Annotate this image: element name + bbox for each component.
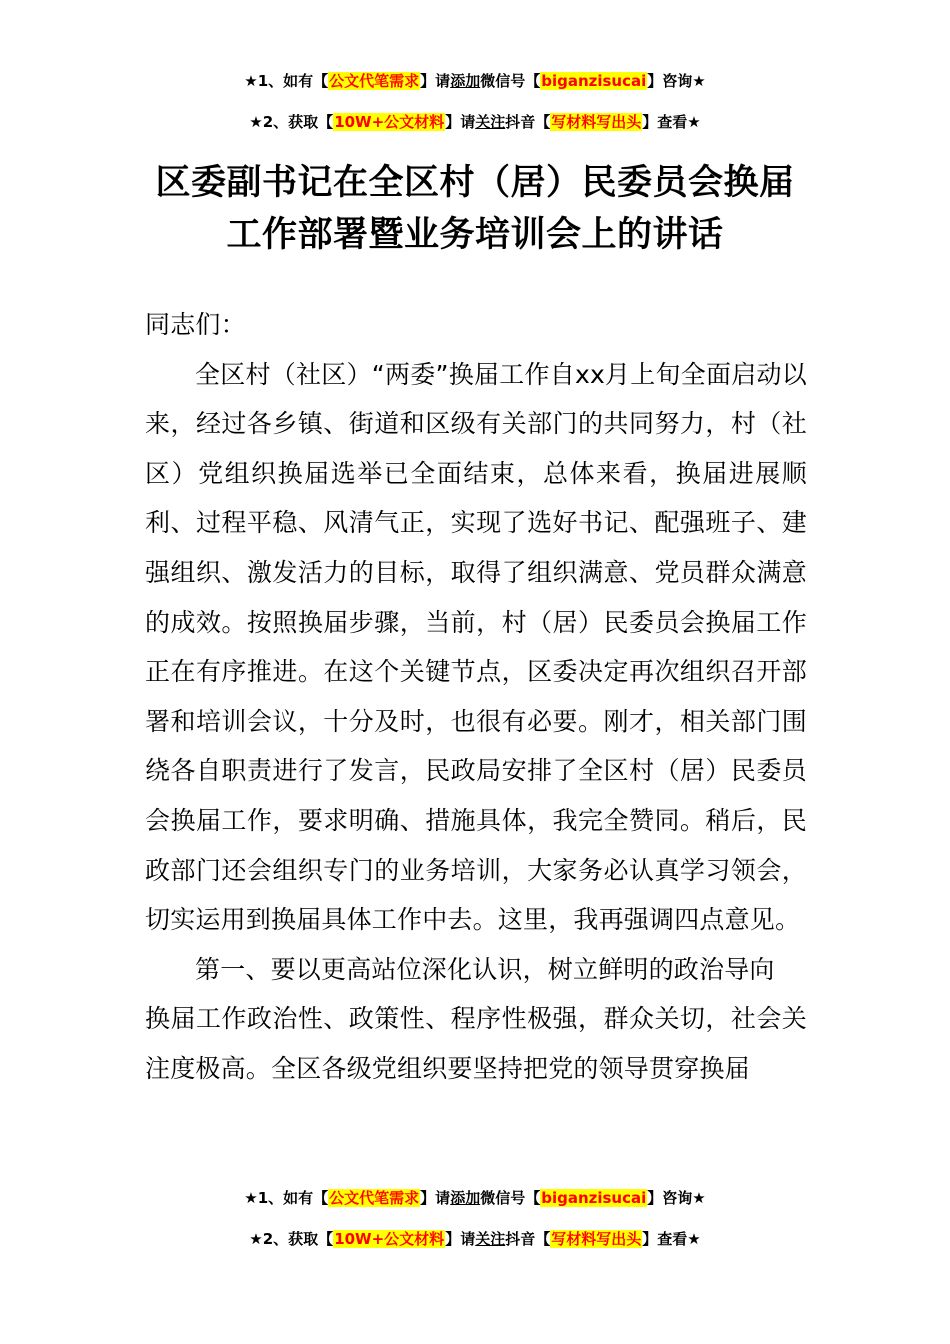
promo-highlight: 10W+公文材料 [334, 113, 445, 131]
promo-text: 】请 [445, 1230, 476, 1248]
footer-promo-line-1 [0, 1187, 950, 1209]
promo-highlight-douyin: 写材料写出头 [551, 1230, 642, 1248]
promo-text: 】请 [445, 113, 476, 131]
document-title-line-2: 工作部署暨业务培训会上的讲话 [226, 215, 724, 255]
footer-promo-line-2 [0, 1228, 950, 1250]
promo-text: 抖音【 [505, 1230, 551, 1248]
promo-highlight: 公文代笔需求 [329, 1189, 420, 1207]
document-title-line-1: 区委副书记在全区村（居）民委员会换届 [155, 163, 795, 203]
promo-text: ★2、获取【 [249, 1230, 334, 1248]
body-paragraph-2: 换届工作政治性、政策性、程序性极强，群众关切，社会关注度极高。全区各级党组织要坚持把党的领导贯穿换届 [145, 1004, 807, 1083]
document-body [145, 300, 807, 1094]
promo-highlight: 10W+公文材料 [334, 1230, 445, 1248]
promo-text: 】请 [420, 1189, 451, 1207]
promo-text: 微信号【 [480, 72, 541, 90]
promo-underline: 关注 [475, 113, 506, 131]
promo-text: 】请 [420, 72, 451, 90]
promo-text: ★1、如有【 [244, 72, 329, 90]
promo-text: 】咨询★ [647, 72, 706, 90]
promo-text: ★2、获取【 [249, 113, 334, 131]
header-promo-line-1 [0, 70, 950, 92]
promo-underline: 添加 [450, 1189, 481, 1207]
promo-underline: 添加 [450, 72, 481, 90]
promo-text: 】咨询★ [647, 1189, 706, 1207]
promo-text: ★1、如有【 [244, 1189, 329, 1207]
section-heading-1: 第一、要以更高站位深化认识，树立鲜明的政治导向 [195, 954, 775, 984]
promo-highlight-wechat: biganzisucai [541, 72, 647, 90]
promo-highlight-wechat: biganzisucai [541, 1189, 647, 1207]
salutation: 同志们： [145, 310, 246, 339]
header-promo-line-2 [0, 111, 950, 133]
promo-text: 】查看★ [642, 1230, 701, 1248]
promo-highlight-douyin: 写材料写出头 [551, 113, 642, 131]
promo-underline: 关注 [475, 1230, 506, 1248]
promo-text: 微信号【 [480, 1189, 541, 1207]
promo-text: 抖音【 [505, 113, 551, 131]
promo-text: 】查看★ [642, 113, 701, 131]
promo-highlight: 公文代笔需求 [329, 72, 420, 90]
body-paragraph-1: 全区村（社区）“两委”换届工作自xx月上旬全面启动以来，经过各乡镇、街道和区级有关部门的共同努力，村（社区）党组织换届选举已全面结束，总体来看，换届进展顺利、过程平稳、风清气正，实现了选好书记、配强班子、建强组织、激发活力的目标，取得了组织满意、党员群众满意的成效。按照换届步骤，当前，村（居）民委员会换届工作正在有序推进。在这个关键节点，区委决定再次组织召开部署和培训会议，十分及时，也很有必要。刚才，相关部门围绕各自职责进行了发言，民政局安排了全区村（居）民委员会换届工作，要求明确、措施具体，我完全赞同。稍后，民政部门还会组织专门的业务培训，大家务必认真学习领会，切实运用到换届具体工作中去。这里，我再强调四点意见。 [145, 359, 807, 935]
